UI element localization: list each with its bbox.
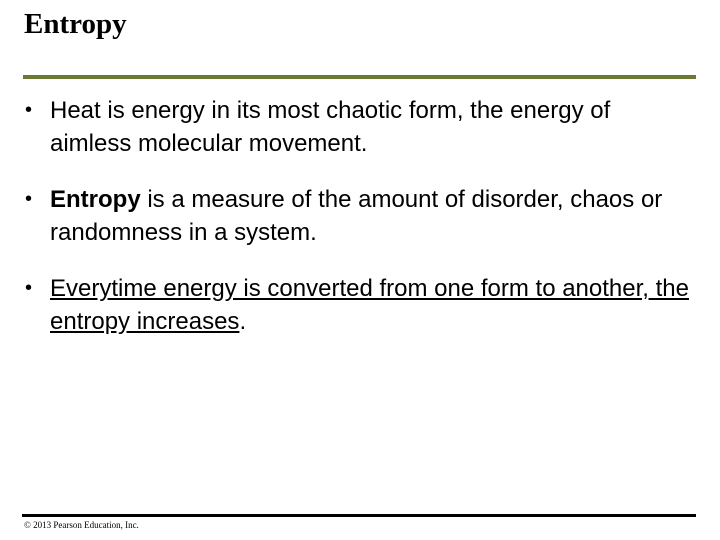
- title-divider: [23, 75, 696, 79]
- footer-divider: [22, 514, 696, 517]
- bullet-list: [24, 94, 694, 361]
- bullet-marker: •: [25, 188, 33, 210]
- bullet-underlined-text: Everytime energy is converted from one form to another, the entropy increases: [50, 275, 689, 335]
- bullet-term: Entropy: [50, 186, 141, 213]
- bullet-item-entropy: [24, 183, 694, 249]
- bullet-text: is a measure of the amount of disorder, chaos or randomness in a system.: [50, 186, 663, 246]
- bullet-text: Heat is energy in its most chaotic form, the energy of aimless molecular movement.: [50, 97, 611, 157]
- bullet-marker: •: [25, 99, 33, 121]
- bullet-item-heat: [24, 94, 694, 160]
- bullet-item-energy-conversion: [24, 272, 694, 338]
- bullet-tail: .: [239, 308, 247, 335]
- copyright-footer: © 2013 Pearson Education, Inc.: [24, 520, 139, 530]
- slide-title: Entropy: [24, 8, 127, 40]
- bullet-marker: •: [25, 277, 33, 299]
